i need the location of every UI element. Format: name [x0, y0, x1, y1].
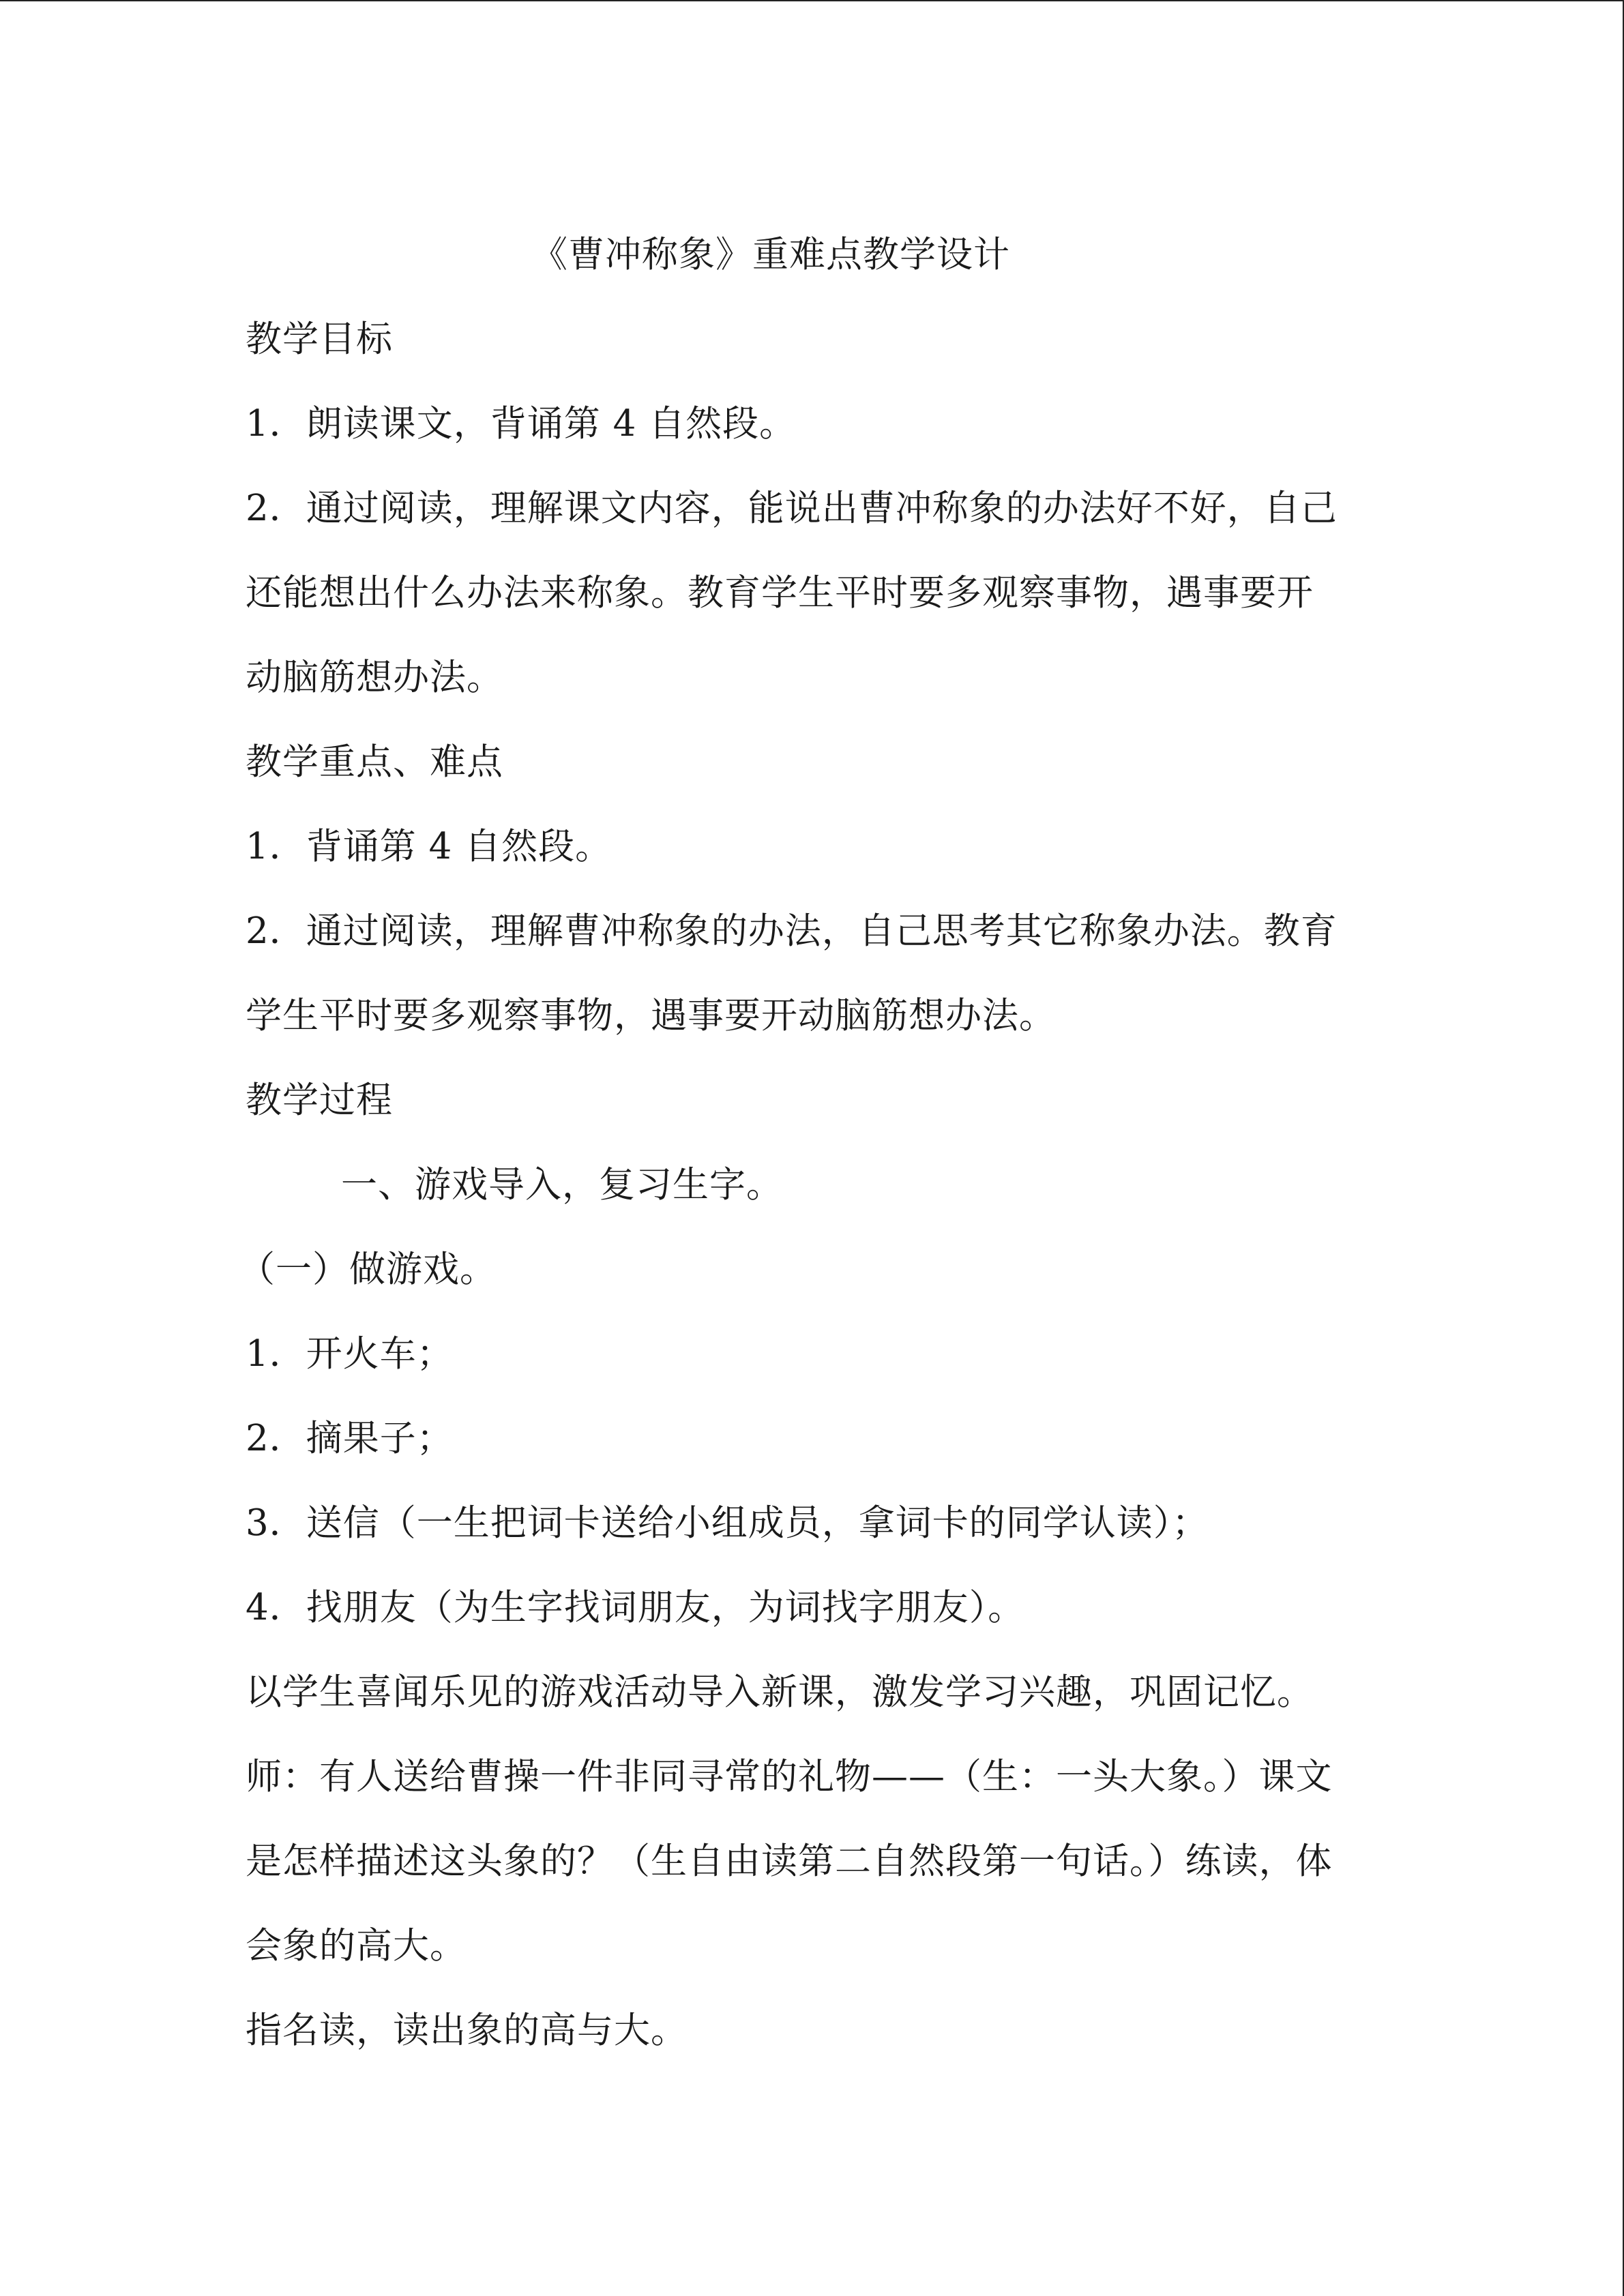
document-title: 《曹冲称象》重难点教学设计 [531, 234, 1010, 275]
objective-line: 还能想出什么办法来称象。教育学生平时要多观察事物，遇事要开 [246, 572, 1314, 614]
closing-line: 是怎样描述这头象的？（生自由读第二自然段第一句话。）练读，体 [246, 1840, 1333, 1882]
game-item: 4．找朋友（为生字找词朋友，为词找字朋友）。 [246, 1587, 1025, 1628]
closing-line: 师：有人送给曹操一件非同寻常的礼物——（生：一头大象。）课文 [246, 1756, 1333, 1798]
game-item: 2．摘果子； [246, 1418, 454, 1459]
key-point-line: 2．通过阅读，理解曹冲称象的办法，自己思考其它称象办法。教育 [246, 910, 1338, 952]
sub-section-heading: （一）做游戏。 [239, 1249, 497, 1290]
key-point-line: 1．背诵第 4 自然段。 [246, 826, 612, 867]
document-body [239, 213, 1378, 2073]
key-points-heading: 教学重点、难点 [246, 741, 503, 783]
section-one-heading: 一、游戏导入，复习生字。 [341, 1164, 783, 1206]
objective-line: 1．朗读课文，背诵第 4 自然段。 [246, 403, 797, 445]
objective-line: 2．通过阅读，理解课文内容，能说出曹冲称象的办法好不好，自己 [246, 488, 1338, 529]
key-point-line: 学生平时要多观察事物，遇事要开动脑筋想办法。 [246, 995, 1056, 1037]
game-item: 3．送信（一生把词卡送给小组成员，拿词卡的同学认读）； [246, 1502, 1209, 1544]
closing-line: 指名读，读出象的高与大。 [246, 2010, 688, 2051]
objectives-heading: 教学目标 [246, 318, 393, 360]
process-heading: 教学过程 [246, 1079, 393, 1121]
closing-line: 以学生喜闻乐见的游戏活动导入新课，激发学习兴趣，巩固记忆。 [246, 1671, 1314, 1713]
closing-line: 会象的高大。 [246, 1925, 467, 1967]
game-item: 1．开火车； [246, 1333, 454, 1375]
objective-line: 动脑筋想办法。 [246, 657, 503, 698]
